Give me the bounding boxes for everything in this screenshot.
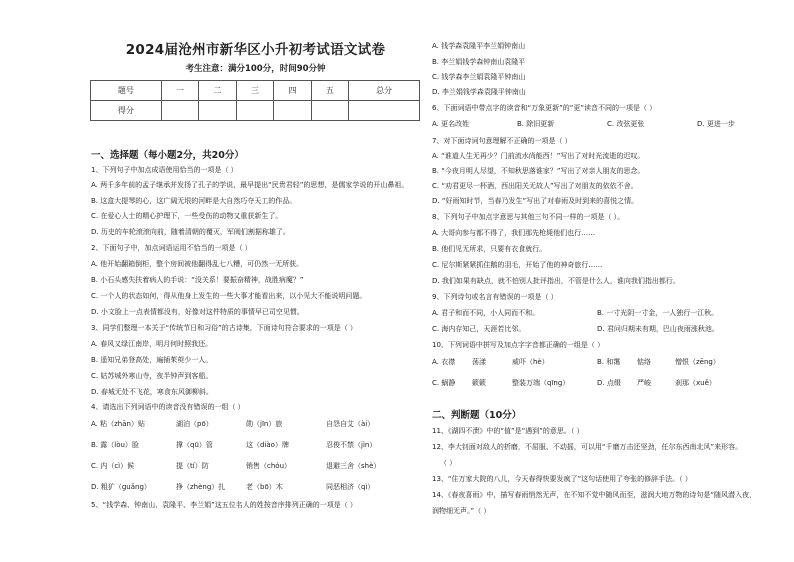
score-cell: [274, 101, 311, 121]
q4-option: 同恶相济（qì）: [326, 483, 375, 491]
q8-option-d: D. 我们如果有缺点，就不怕别人批评指出，不管是什么人，谁向我们指出都行。: [432, 277, 680, 285]
q10-word: C. 蜗静: [432, 379, 456, 387]
q4-option: 挣（zhèng）扎: [176, 483, 226, 491]
q8-option-b: B. 他们见无所求，只要有衣食就行。: [432, 245, 547, 253]
q10-word: 整装万端（qīng）: [512, 379, 570, 387]
q10-word: 惦络: [637, 358, 651, 366]
q4-option: 提（tí）防: [176, 462, 209, 470]
q4-option: 退避三舍（shè）: [326, 462, 381, 470]
q4-row-a: [91, 420, 374, 429]
q8-option-a: A. 大哥向参与都不得了，我们那先枪毙他们也行……: [432, 229, 596, 237]
q10-row-ab: [432, 358, 720, 367]
q5-stem: 5、“钱学森、钟南山、袁隆平、李兰娟”这五位名人的姓按音序排列正确的一项是（ ）: [91, 501, 357, 509]
score-cell: [236, 101, 273, 121]
q3-option-d: D. 春城无处不飞花，寒食东风御柳斜。: [91, 388, 213, 396]
q8-option-c: C. 尼尔斯紧紧抓住鹅的羽毛，开始了他的神奇旅行……: [432, 261, 603, 269]
q5-option-c: C. 钱学森李兰娟袁隆平钟南山: [432, 73, 526, 81]
score-header-cell: 二: [199, 81, 236, 101]
score-header-cell: 一: [161, 81, 198, 101]
q7-option-b: B. “今夜月明人尽望，不知秋思落谁家？”写出了对亲人朋友的思念。: [432, 167, 645, 175]
q6-option: C. 改弦更张: [607, 120, 645, 128]
score-table-header-row: [91, 81, 420, 101]
q3-option-a: A. 春风又绿江南岸，明月何时照我还。: [91, 340, 213, 348]
q7-stem: 7、对下面诗词句意理解不正确的一项是（ ）: [432, 137, 572, 145]
q9-option: A. 君子和而不同，小人同而不和。: [432, 309, 540, 317]
q10-word: 威吓（hè）: [512, 358, 549, 366]
q6-option: D. 更进一步: [697, 120, 735, 128]
q2-option-a: A. 他开始翻箱倒柜，整个房间被他翻得乱七八糟，可仍然一无所获。: [91, 260, 304, 268]
q4-option: B. 露（lòu）脸: [91, 441, 139, 449]
score-cell: [349, 101, 420, 121]
q6-stem: 6、下面词语中带点字的读音和“万象更新”的“更”读音不同的一项是（ ）: [432, 104, 657, 112]
q5-option-a: A. 钱学森袁隆平李兰娟钟南山: [432, 42, 526, 50]
score-cell: [161, 101, 198, 121]
q4-option: C. 内（cì）候: [91, 462, 135, 470]
q4-option: D. 粗犷（guǎng）: [91, 483, 151, 491]
q10-word: 刹那（xuě）: [675, 379, 716, 387]
q4-option: 忍俊不禁（jìn）: [326, 441, 377, 449]
q9-stem: 9、下列诗句或名言有错误的一项是（ ）: [432, 293, 558, 301]
q2-option-b: B. 小石头感失扶着病人的手说：“没关系！要振奋精神，战胜病魔？”: [91, 276, 304, 284]
exam-notice: 考生注意：满分100分，时间90分钟: [185, 64, 326, 74]
q11: 11、《湖四不溃》中的“值”是“遇到”的意思。（ ）: [432, 427, 584, 435]
score-header-cell: 三: [236, 81, 273, 101]
q10-word: D. 点缀: [597, 379, 621, 387]
q5-option-d: D. 李兰娟钱学森袁隆平钟南山: [432, 88, 526, 96]
page-title: 2024届沧州市新华区小升初考试语文试卷: [125, 42, 386, 58]
score-header-cell: 总分: [349, 81, 420, 101]
q2-option-c: C. 一个人的状态如何，得从他身上发生的一些大事才能看出来，以小见大不能说明问题。: [91, 292, 367, 300]
q1-option-d: D. 历史的车轮滚滚向前，随着清朝的覆灭，军阀们割据称雄了。: [91, 228, 290, 236]
q9-option: B. 一寸光阴一寸金，一人独行一江秋。: [597, 309, 719, 317]
q1-stem: 1、下列句子中加点成语使用恰当的一项是（ ）: [91, 166, 238, 174]
q4-option: A. 粘（zhān）贴: [91, 420, 145, 428]
q14-line1: 14、《春夜喜雨》中，描写春雨悄然无声，在不知不觉中随风而至，滋润大地万物的诗句是“随风潜入夜，: [432, 491, 757, 499]
q13: 13、“住万家大院的八儿，今天春得快要发疯了”这句话使用了夸张的修辞手法。（ ）: [432, 475, 692, 483]
q12-line2: （ ）: [440, 459, 457, 467]
q3-stem: 3、同学们整理一本关于“传统节日和习俗”的古诗集，下面诗句符合要求的一项是（ ）: [91, 324, 357, 332]
q6-option: A. 更名改姓: [432, 120, 470, 128]
q4-option: 湖泊（pō）: [176, 420, 213, 428]
q4-option: 这（diào）牌: [246, 441, 289, 449]
q7-option-d: D. “好雨知时节，当春乃发生”写出了对春雨及时到来的喜悦之情。: [432, 197, 639, 205]
q10-word: B. 和霭: [597, 358, 621, 366]
q9-option: D. 君问归期未有期，巴山夜雨涨秋池。: [597, 325, 719, 333]
score-cell: [311, 101, 348, 121]
score-header-cell: 题号: [91, 81, 162, 101]
q10-word: 憎恨（zēng）: [675, 358, 720, 366]
q10-row-cd: [432, 379, 716, 388]
q6-option: B. 除旧更新: [517, 120, 555, 128]
section1-title: 一、选择题（每小题2分，共20分）: [91, 150, 244, 161]
q4-stem: 4、请选出下列词语中的读音没有错误的一组（ ）: [91, 403, 245, 411]
q3-option-b: B. 遥知兄弟登高处，遍插茱萸少一人。: [91, 356, 213, 364]
q8-stem: 8、下列句子中加点字意思与其他三句不同一样的一项是（ ）。: [432, 213, 625, 221]
q4-option: 老（bō）木: [246, 483, 283, 491]
q2-stem: 2、下面句子中，加点词语运用不恰当的一项是（ ）: [91, 244, 252, 252]
q10-word: 严峻: [637, 379, 651, 387]
score-cell: [199, 101, 236, 121]
q1-option-a: A. 两千多年前的孟子继承并发扬了孔子的学说，最早提出“民贵君轻”的思想，是儒家学说的开山鼻祖。: [91, 181, 409, 189]
q1-option-b: B. 这盒大提琴的心，这广阔无垠的河畔是大自然巧夺天工的作品。: [91, 197, 297, 205]
score-header-cell: 四: [274, 81, 311, 101]
q4-option: 自怨自艾（ài）: [326, 420, 375, 428]
q10-word: 荡漾: [472, 358, 486, 366]
q7-option-a: A. “谁道人生无再少？门前流水尚能西！”写出了对时光流逝的迟叹。: [432, 152, 645, 160]
q9-option: C. 海内存知己，天涯若比邻。: [432, 325, 526, 333]
q4-option: 勋（jīn）旅: [246, 420, 283, 428]
score-row-label: 得分: [91, 101, 162, 121]
q1-option-c: C. 在爱心人士的精心护理下，一些受伤的动物又重获新生了。: [91, 212, 283, 220]
score-table: [90, 80, 420, 121]
q4-option: 撑（qū）管: [176, 441, 213, 449]
q12-line1: 12、李大钊面对敌人的折磨，不屈服、不动摇，可以用“千磨万击还坚劲，任尔东西南北风”来形容。: [432, 443, 743, 451]
q2-option-d: D. 小文脸上一点表情都没有，好像对这件特质的事情早已司空见惯。: [91, 308, 304, 316]
q9-row-cd: [432, 325, 719, 334]
q5-option-b: B. 李兰娟钱学森钟南山袁隆平: [432, 58, 526, 66]
q4-row-d: [91, 483, 374, 492]
q14-line2: 润物细无声。”（ ）: [432, 507, 491, 515]
q7-option-c: C. “劝君更尽一杯酒，西出阳关无故人”写出了对朋友的依依不舍。: [432, 182, 638, 190]
q10-stem: 10、下列词语中拼写及加点字字音都正确的一组是（ ）: [432, 341, 605, 349]
q10-word: 簌簌: [472, 379, 486, 387]
q4-row-c: [91, 462, 380, 471]
score-table-score-row: [91, 101, 420, 121]
q6-options: [432, 120, 735, 129]
q4-row-b: [91, 441, 376, 450]
q4-option: 销售（chóu）: [246, 462, 292, 470]
score-header-cell: 五: [311, 81, 348, 101]
section2-title: 二、判断题（10分）: [432, 410, 522, 421]
q10-word: A. 衣襟: [432, 358, 456, 366]
q9-row-ab: [432, 309, 718, 318]
q3-option-c: C. 姑苏城外寒山寺，夜半钟声到客船。: [91, 372, 213, 380]
